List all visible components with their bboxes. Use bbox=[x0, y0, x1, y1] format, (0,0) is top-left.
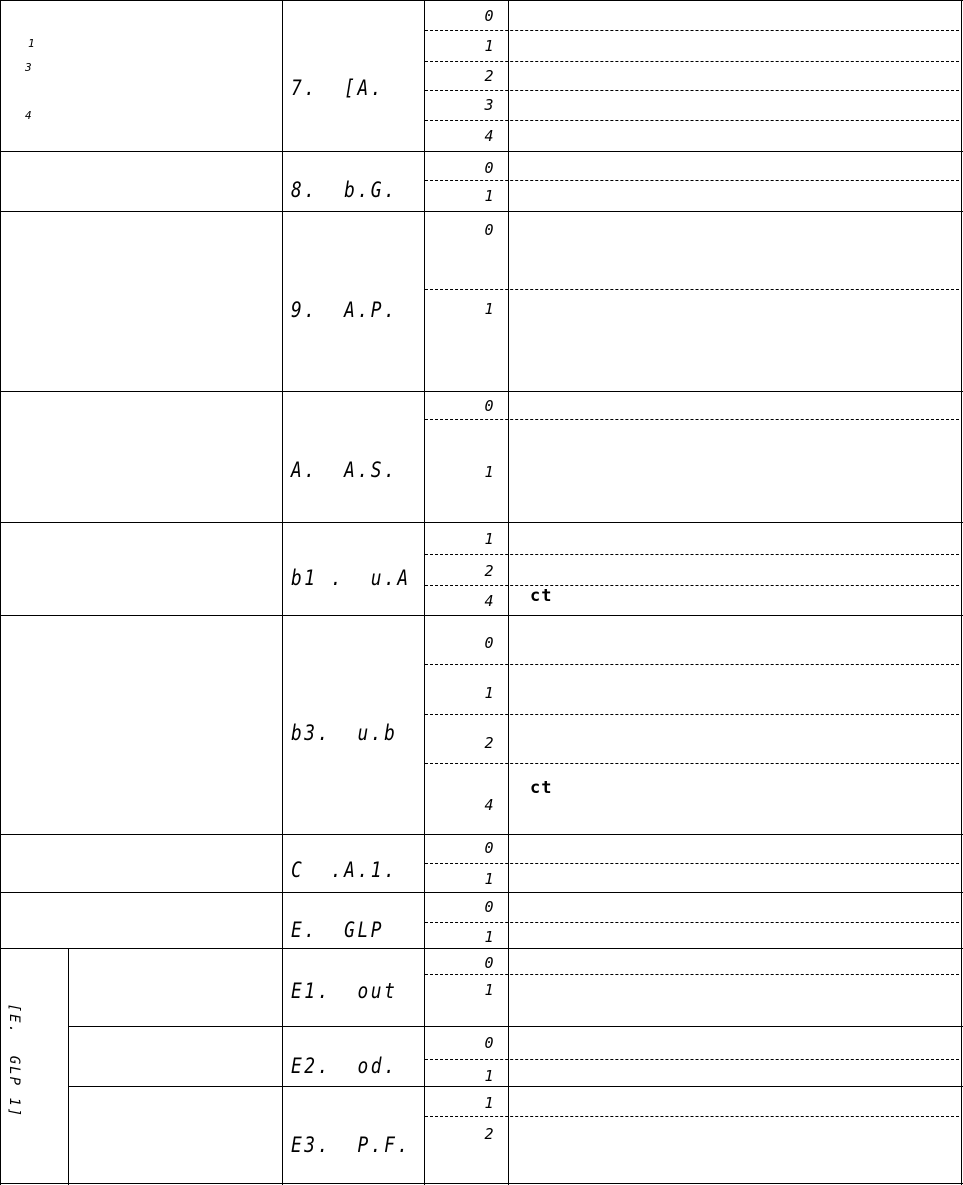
option-value: 2 bbox=[484, 67, 494, 85]
left-mark: 1 bbox=[28, 37, 35, 50]
row-separator bbox=[0, 211, 963, 212]
option-separator bbox=[425, 90, 959, 91]
option-value: 0 bbox=[484, 7, 494, 25]
option-value: 0 bbox=[484, 954, 494, 972]
option-value: 0 bbox=[484, 221, 494, 239]
option-separator bbox=[425, 922, 959, 923]
ct-note: ct bbox=[530, 778, 553, 798]
table-border-left bbox=[0, 0, 1, 1185]
option-value: 0 bbox=[484, 1034, 494, 1052]
option-separator bbox=[425, 554, 959, 555]
option-value: 1 bbox=[484, 463, 494, 481]
row-separator bbox=[68, 1026, 963, 1027]
option-separator bbox=[425, 664, 959, 665]
row-separator bbox=[0, 892, 963, 893]
row-separator bbox=[0, 151, 963, 152]
group-column-divider bbox=[68, 948, 69, 1185]
option-value: 4 bbox=[484, 592, 494, 610]
param-code: E. GLP bbox=[291, 918, 385, 942]
param-code: 8. b.G. bbox=[291, 178, 398, 202]
option-value: 0 bbox=[484, 634, 494, 652]
option-separator bbox=[425, 1059, 959, 1060]
option-value: 0 bbox=[484, 397, 494, 415]
option-separator bbox=[425, 714, 959, 715]
option-separator bbox=[425, 289, 959, 290]
left-mark: 4 bbox=[25, 109, 32, 122]
option-value: 1 bbox=[484, 684, 494, 702]
option-value: 0 bbox=[484, 159, 494, 177]
option-value: 1 bbox=[484, 300, 494, 318]
column-divider bbox=[282, 0, 283, 1185]
option-separator bbox=[425, 30, 959, 31]
row-separator bbox=[0, 522, 963, 523]
param-code: b3. u.b bbox=[291, 721, 398, 745]
ct-note: ct bbox=[530, 586, 553, 606]
option-value: 1 bbox=[484, 928, 494, 946]
option-separator bbox=[425, 974, 959, 975]
option-separator bbox=[425, 863, 959, 864]
row-separator bbox=[0, 391, 963, 392]
table-border-top bbox=[0, 0, 963, 1]
option-value: 1 bbox=[484, 870, 494, 888]
option-value: 4 bbox=[484, 127, 494, 145]
param-code: 7. [A. bbox=[291, 76, 385, 100]
option-separator bbox=[425, 180, 959, 181]
param-code: E2. od. bbox=[291, 1054, 398, 1078]
option-value: 3 bbox=[484, 96, 494, 114]
param-code: 9. A.P. bbox=[291, 298, 398, 322]
option-value: 1 bbox=[484, 187, 494, 205]
option-separator bbox=[425, 763, 959, 764]
option-value: 1 bbox=[484, 530, 494, 548]
left-mark: 3 bbox=[25, 61, 32, 74]
option-separator bbox=[425, 120, 959, 121]
option-value: 1 bbox=[484, 37, 494, 55]
option-separator bbox=[425, 585, 959, 586]
column-divider bbox=[424, 0, 425, 1185]
option-value: 0 bbox=[484, 898, 494, 916]
option-separator bbox=[425, 419, 959, 420]
param-code: A. A.S. bbox=[291, 458, 398, 482]
row-separator bbox=[0, 834, 963, 835]
option-separator bbox=[425, 61, 959, 62]
row-separator bbox=[68, 1086, 963, 1087]
option-value: 0 bbox=[484, 839, 494, 857]
param-code: b1 . u.A bbox=[291, 566, 411, 590]
table-border-right bbox=[961, 0, 962, 1185]
param-code: C .A.1. bbox=[291, 858, 398, 882]
option-value: 4 bbox=[484, 796, 494, 814]
param-code: E3. P.F. bbox=[291, 1133, 411, 1157]
group-label: [E. GLP 1] bbox=[6, 1003, 22, 1119]
option-value: 1 bbox=[484, 981, 494, 999]
option-value: 1 bbox=[484, 1067, 494, 1085]
option-value: 1 bbox=[484, 1094, 494, 1112]
option-value: 2 bbox=[484, 562, 494, 580]
row-separator bbox=[0, 948, 963, 949]
column-divider bbox=[508, 0, 509, 1185]
table-border-bottom bbox=[0, 1183, 963, 1184]
option-separator bbox=[425, 1116, 959, 1117]
option-value: 2 bbox=[484, 734, 494, 752]
param-code: E1. out bbox=[291, 979, 398, 1003]
row-separator bbox=[0, 615, 963, 616]
option-value: 2 bbox=[484, 1125, 494, 1143]
